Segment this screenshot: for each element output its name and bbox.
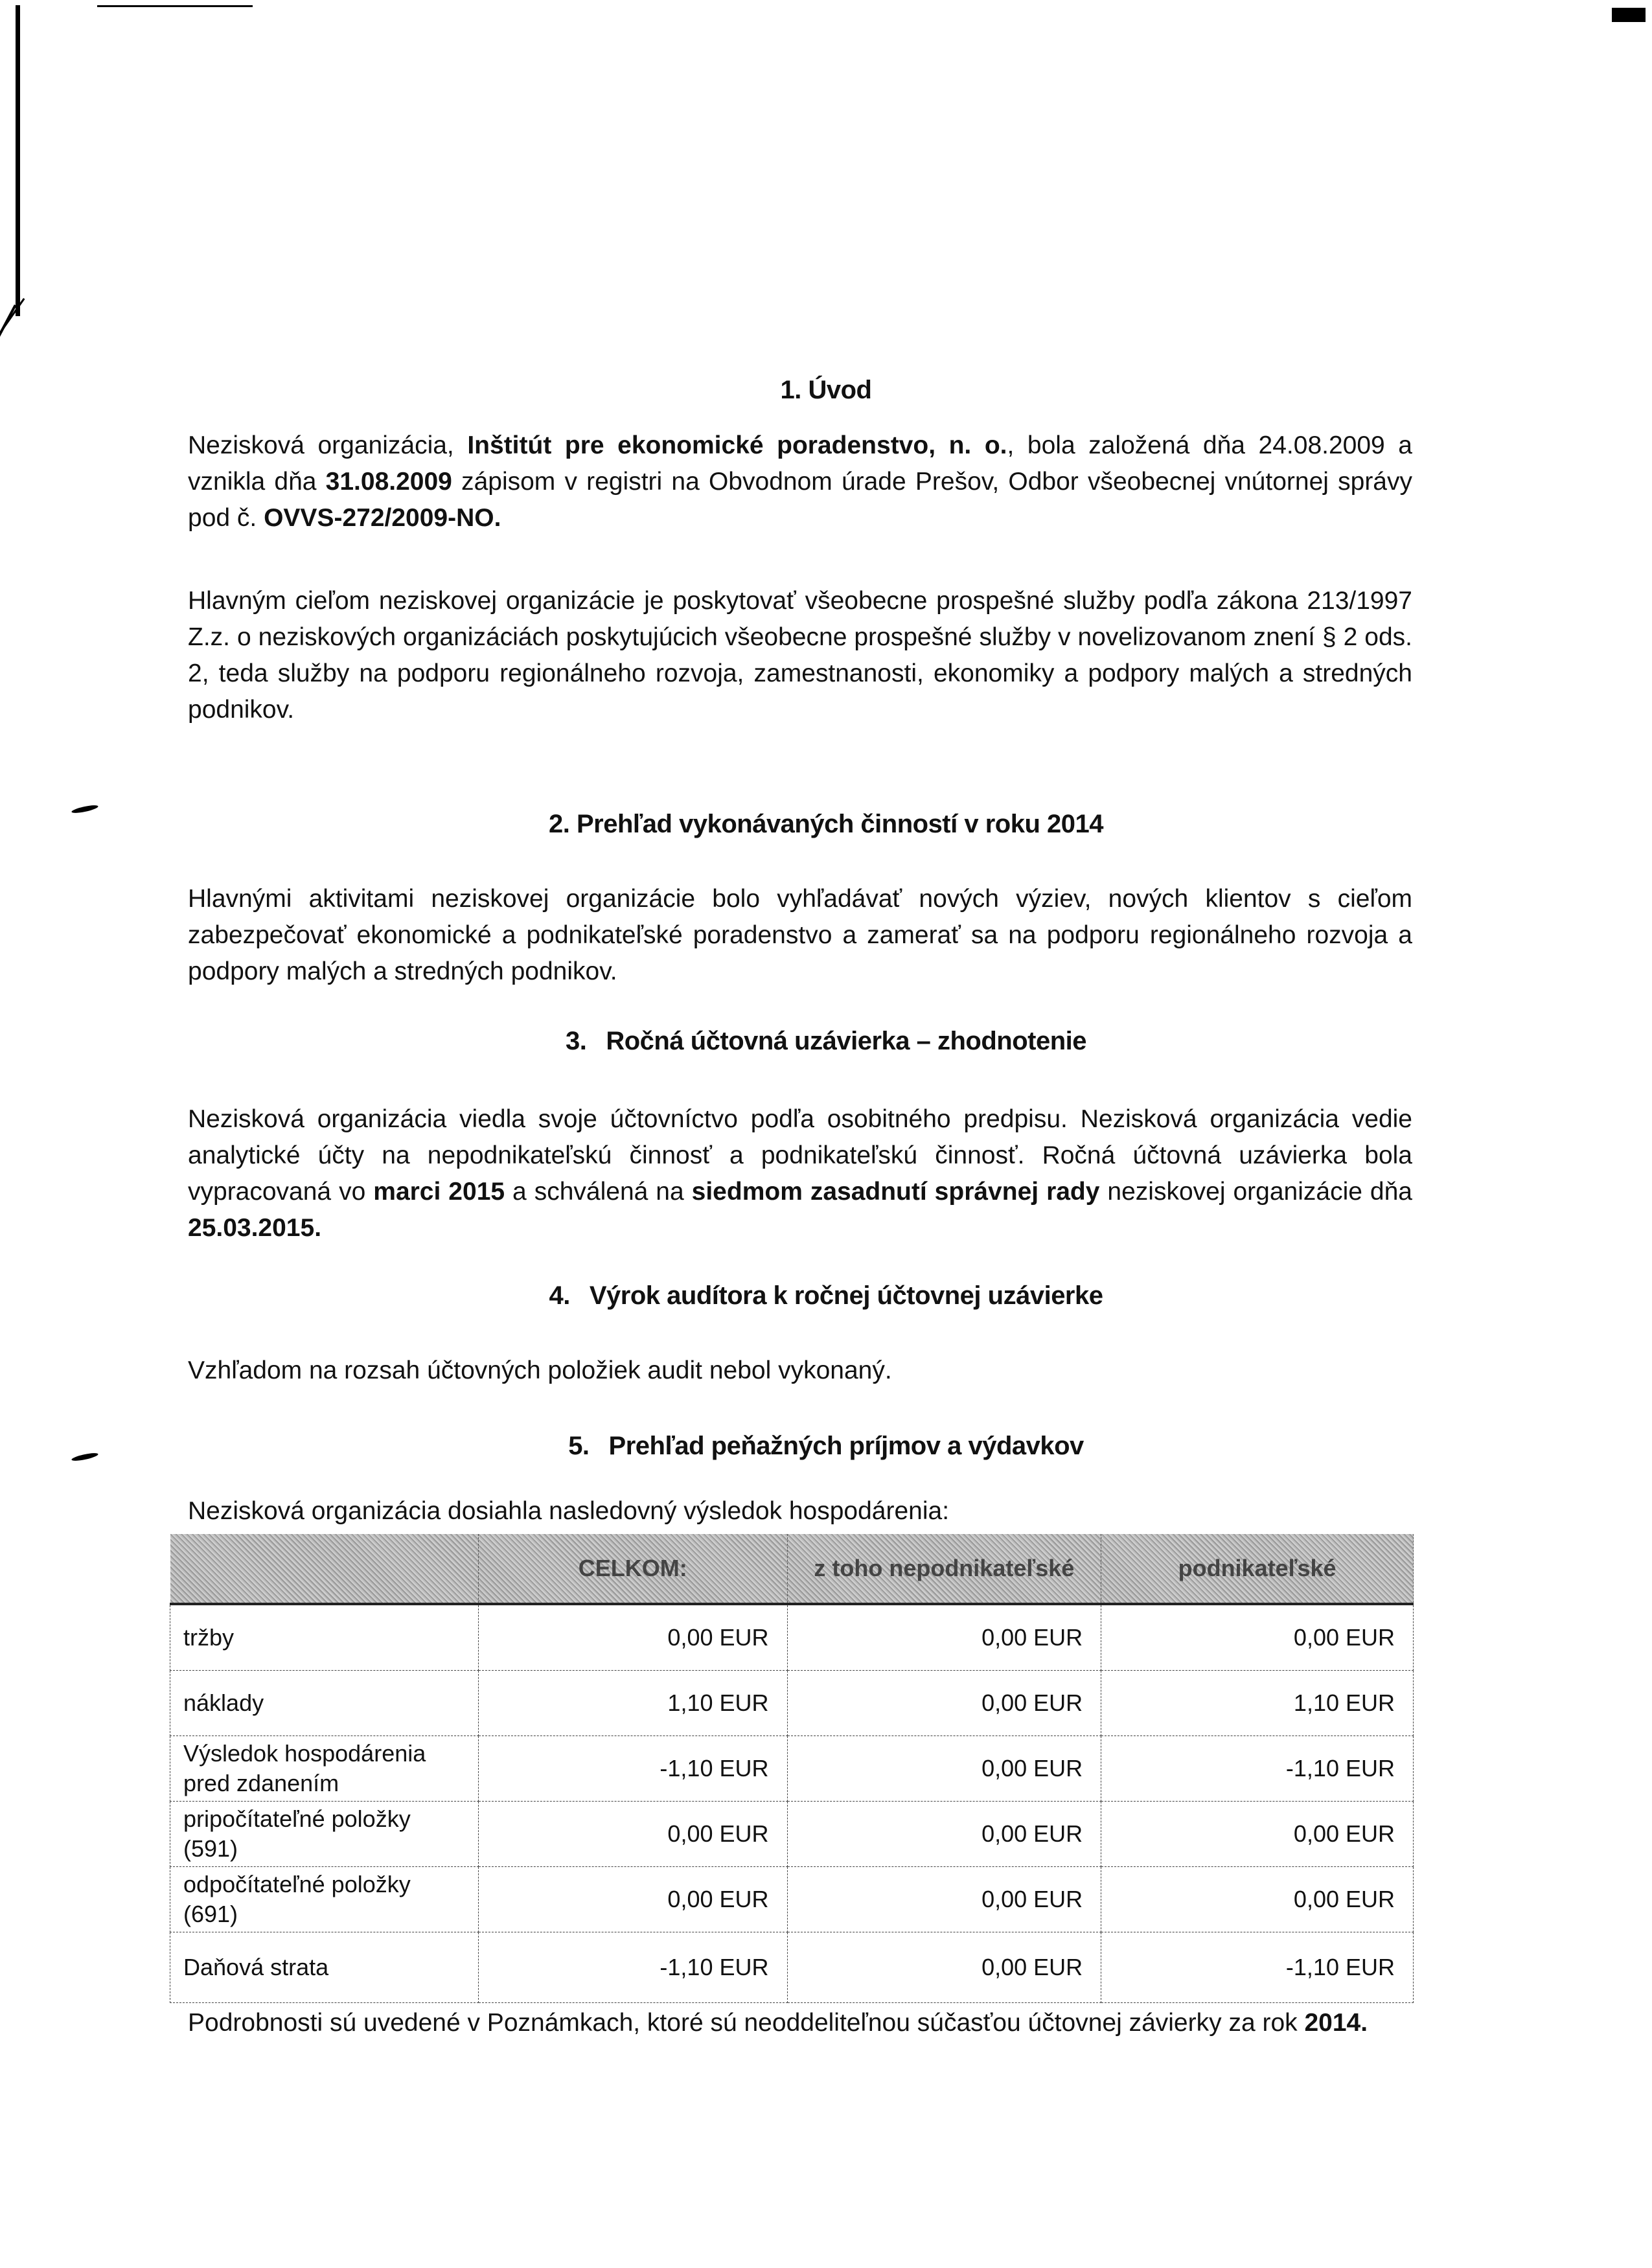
financial-results-table bbox=[170, 1534, 1414, 2003]
cell-nepodnikatelske: 0,00 EUR bbox=[787, 1671, 1101, 1736]
cell-podnikatelske: 0,00 EUR bbox=[1101, 1604, 1414, 1671]
text-run: Podrobnosti sú uvedené v Poznámkach, ktoré sú neoddeliteľnou súčasťou účtovnej závierky za rok bbox=[188, 2009, 1305, 2037]
row-label: odpočítateľné položky (691) bbox=[170, 1867, 479, 1932]
section-title: Výrok audítora k ročnej účtovnej uzávierke bbox=[589, 1281, 1103, 1310]
cell-celkom: -1,10 EUR bbox=[478, 1932, 787, 2003]
cell-nepodnikatelske: 0,00 EUR bbox=[787, 1802, 1101, 1867]
approval-date: 25.03.2015. bbox=[188, 1214, 322, 1242]
table-row bbox=[170, 1932, 1414, 2003]
cell-celkom: -1,10 EUR bbox=[478, 1736, 787, 1802]
cell-nepodnikatelske: 0,00 EUR bbox=[787, 1867, 1101, 1932]
section-heading-2: 2. Prehľad vykonávaných činností v roku 2014 bbox=[548, 810, 1103, 838]
approval-body: siedmom zasadnutí správnej rady bbox=[691, 1178, 1100, 1206]
table-header-row bbox=[170, 1534, 1414, 1604]
cell-nepodnikatelske: 0,00 EUR bbox=[787, 1736, 1101, 1802]
row-label: tržby bbox=[170, 1604, 479, 1671]
cell-podnikatelske: -1,10 EUR bbox=[1101, 1736, 1414, 1802]
text-run: neziskovej organizácie dňa bbox=[1099, 1178, 1412, 1206]
cell-podnikatelske: 1,10 EUR bbox=[1101, 1671, 1414, 1736]
cell-podnikatelske: 0,00 EUR bbox=[1101, 1867, 1414, 1932]
section-3-paragraph bbox=[188, 1101, 1412, 1246]
header-nepodnikatelske: z toho nepodnikateľské bbox=[787, 1534, 1101, 1604]
cell-podnikatelske: -1,10 EUR bbox=[1101, 1932, 1414, 2003]
scan-edge-mark bbox=[0, 298, 25, 341]
header-empty bbox=[170, 1534, 479, 1604]
text-run: Hlavnými aktivitami neziskovej organizácie bolo vyhľadávať nových výziev, nových klientov s cieľom zabezpečovať ekonomické a podnikateľské poradenstvo a zamerať sa na podporu regionálneho rozvoja a podpory malých a stredných podnikov. bbox=[188, 885, 1412, 985]
section-1-paragraph-1 bbox=[188, 428, 1412, 536]
section-heading-1: 1. Úvod bbox=[780, 376, 872, 404]
prepared-date: marci 2015 bbox=[373, 1178, 505, 1206]
scan-edge-mark bbox=[16, 5, 20, 316]
footer-year: 2014. bbox=[1304, 2009, 1368, 2037]
row-label: pripočítateľné položky (591) bbox=[170, 1802, 479, 1867]
section-heading-5 bbox=[0, 1432, 1652, 1461]
text-run: Nezisková organizácia, bbox=[188, 431, 468, 459]
cell-nepodnikatelske: 0,00 EUR bbox=[787, 1932, 1101, 2003]
row-label: Výsledok hospodárenia pred zdanením bbox=[170, 1736, 479, 1802]
cell-nepodnikatelske: 0,00 EUR bbox=[787, 1604, 1101, 1671]
text-run: zápisom v registri na Obvodnom úrade Prešov, Odbor všeobecnej vnútornej správy pod č. bbox=[188, 468, 1412, 532]
scan-edge-mark bbox=[97, 5, 253, 7]
text-run: a schválená na bbox=[505, 1178, 692, 1206]
section-1-paragraph-2 bbox=[188, 583, 1412, 728]
text-run: Hlavným cieľom neziskovej organizácie je poskytovať všeobecne prospešné služby podľa zákona 213/1997 Z.z. o neziskových organizáciách poskytujúcich všeobecne prospešné služby v novelizovanom znení § 2 ods. 2, teda služby na podporu regionálneho rozvoja, zamestnanosti, ekonomiky a podpory malých a stredných podnikov. bbox=[188, 587, 1412, 724]
section-heading-3 bbox=[0, 1027, 1652, 1056]
table-row bbox=[170, 1736, 1414, 1802]
org-name: Inštitút pre ekonomické poradenstvo, n. o. bbox=[467, 431, 1007, 459]
cell-celkom: 0,00 EUR bbox=[478, 1604, 787, 1671]
text-run: , bola založená dňa 24.08.2009 a vznikla dňa bbox=[188, 431, 1412, 496]
section-number: 4. bbox=[549, 1281, 570, 1310]
footer-note bbox=[188, 2005, 1412, 2041]
section-number: 3. bbox=[565, 1027, 587, 1055]
section-4-paragraph bbox=[188, 1353, 1412, 1389]
table-row bbox=[170, 1671, 1414, 1736]
table-intro: Nezisková organizácia dosiahla nasledovný výsledok hospodárenia: bbox=[188, 1497, 950, 1525]
section-title: Prehľad peňažných príjmov a výdavkov bbox=[608, 1432, 1084, 1460]
text-run: Vzhľadom na rozsah účtovných položiek audit nebol vykonaný. bbox=[188, 1357, 892, 1384]
cell-podnikatelske: 0,00 EUR bbox=[1101, 1802, 1414, 1867]
registration-date: 31.08.2009 bbox=[325, 468, 452, 496]
header-podnikatelske: podnikateľské bbox=[1101, 1534, 1414, 1604]
header-celkom: CELKOM: bbox=[478, 1534, 787, 1604]
table-row bbox=[170, 1867, 1414, 1932]
table-row bbox=[170, 1802, 1414, 1867]
cell-celkom: 0,00 EUR bbox=[478, 1867, 787, 1932]
registration-number: OVVS-272/2009-NO. bbox=[264, 504, 501, 532]
row-label: Daňová strata bbox=[170, 1932, 479, 2003]
scan-corner-mark bbox=[1612, 8, 1646, 22]
cell-celkom: 0,00 EUR bbox=[478, 1802, 787, 1867]
table-row bbox=[170, 1604, 1414, 1671]
text-run: Nezisková organizácia viedla svoje účtovníctvo podľa osobitného predpisu. Nezisková organizácia vedie analytické účty na nepodnikateľskú činnosť a podnikateľskú činnosť. Ročná účtovná uzávierka bola vypracovaná vo bbox=[188, 1105, 1412, 1206]
section-heading-4 bbox=[0, 1281, 1652, 1311]
section-number: 5. bbox=[568, 1432, 590, 1460]
cell-celkom: 1,10 EUR bbox=[478, 1671, 787, 1736]
row-label: náklady bbox=[170, 1671, 479, 1736]
section-2-paragraph bbox=[188, 881, 1412, 990]
section-title: Ročná účtovná uzávierka – zhodnotenie bbox=[606, 1027, 1087, 1055]
